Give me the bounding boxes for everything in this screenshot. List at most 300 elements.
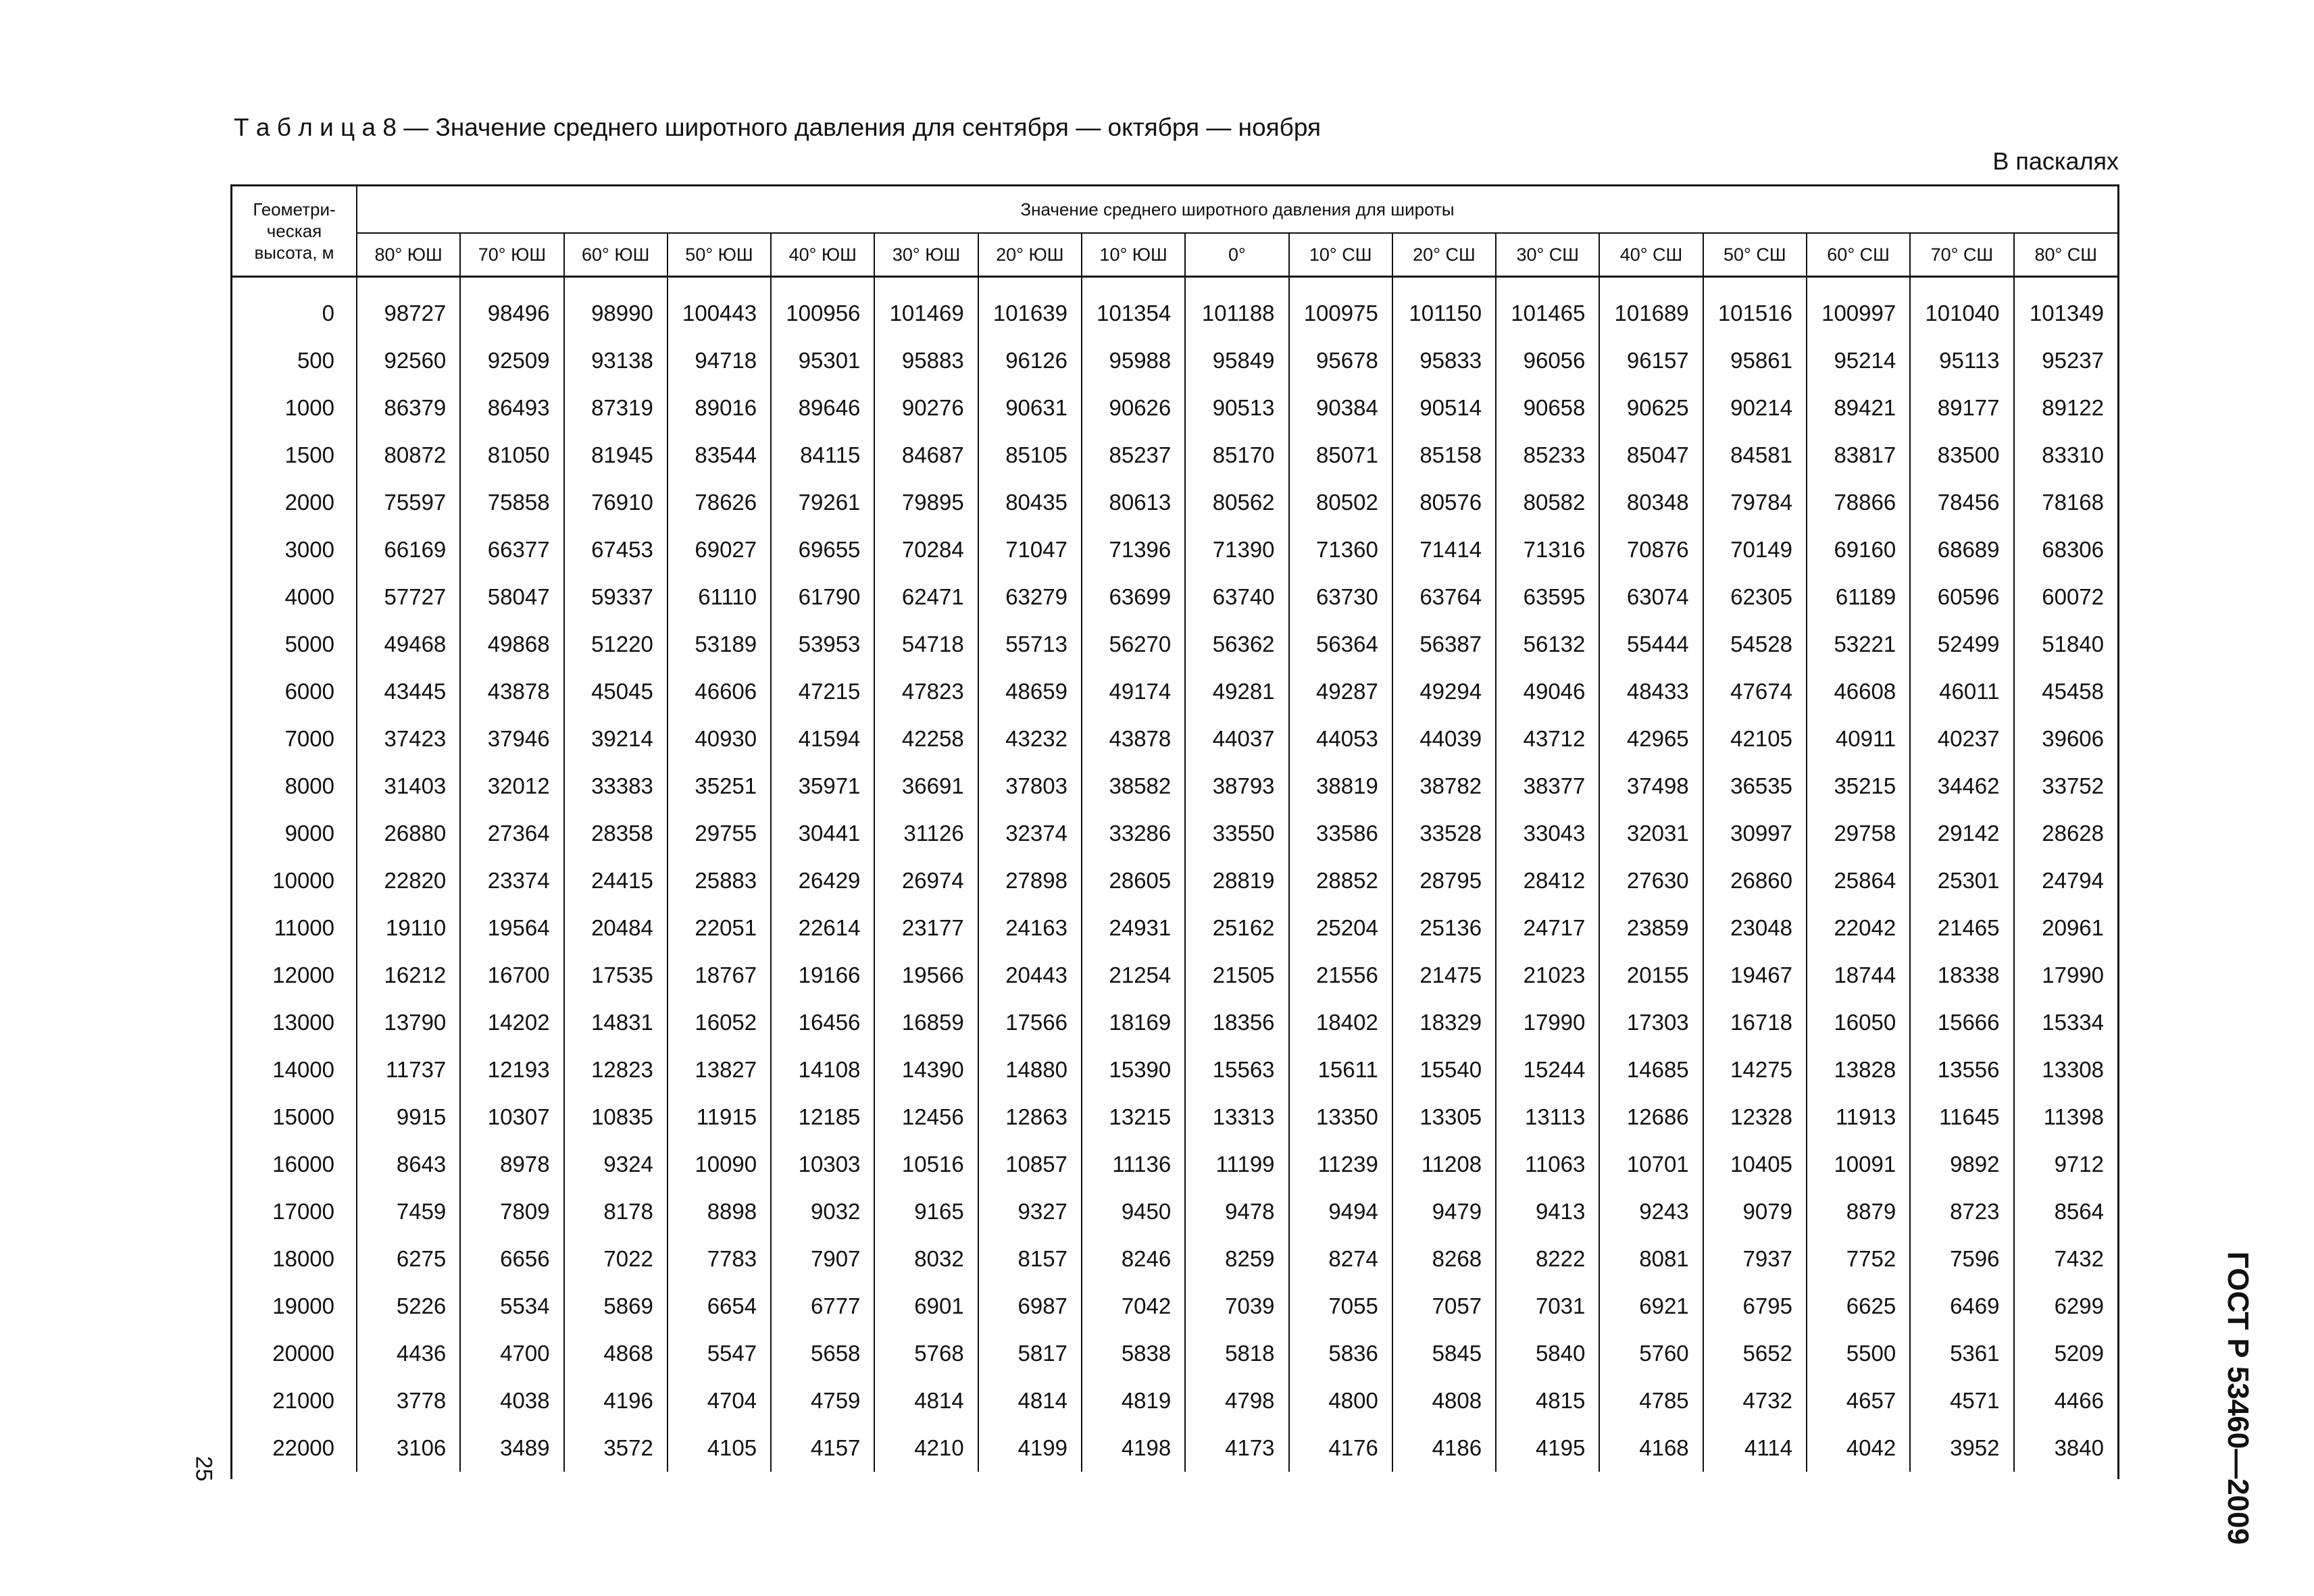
latitude-header: 80° СШ — [2014, 233, 2118, 277]
pressure-cell: 48433 — [1599, 668, 1703, 715]
pressure-cell: 8274 — [1289, 1235, 1392, 1283]
pressure-cell: 4759 — [771, 1377, 874, 1424]
pressure-cell: 38377 — [1496, 763, 1599, 810]
height-cell: 9000 — [232, 810, 357, 857]
pressure-cell: 18338 — [1910, 952, 2013, 999]
pressure-cell: 5768 — [874, 1330, 978, 1377]
pressure-cell: 101689 — [1599, 277, 1703, 338]
pressure-cell: 63764 — [1392, 573, 1496, 621]
pressure-cell: 63595 — [1496, 573, 1599, 621]
pressure-cell: 18169 — [1082, 999, 1185, 1046]
pressure-cell: 100443 — [668, 277, 771, 338]
pressure-cell: 7055 — [1289, 1283, 1392, 1330]
pressure-cell: 14685 — [1599, 1046, 1703, 1093]
latitude-header: 70° СШ — [1910, 233, 2013, 277]
pressure-cell: 10857 — [978, 1141, 1082, 1188]
pressure-cell: 7596 — [1910, 1235, 2013, 1283]
pressure-cell: 66169 — [357, 526, 460, 573]
pressure-cell: 9327 — [978, 1188, 1082, 1235]
pressure-cell: 62471 — [874, 573, 978, 621]
pressure-cell: 18744 — [1807, 952, 1910, 999]
pressure-cell: 23048 — [1703, 904, 1807, 952]
pressure-cell: 94718 — [668, 337, 771, 384]
pressure-cell: 13790 — [357, 999, 460, 1046]
pressure-cell: 24415 — [564, 857, 668, 904]
pressure-cell: 7783 — [668, 1235, 771, 1283]
pressure-cell: 47674 — [1703, 668, 1807, 715]
table-body — [232, 277, 2117, 1472]
latitude-header: 50° ЮШ — [668, 233, 771, 277]
pressure-cell: 49046 — [1496, 668, 1599, 715]
pressure-cell: 71047 — [978, 526, 1082, 573]
height-cell: 7000 — [232, 715, 357, 763]
units-label: В паскалях — [1992, 147, 2119, 175]
pressure-table — [232, 186, 2117, 1472]
pressure-cell: 7432 — [2054, 1246, 2104, 1271]
pressure-cell: 3572 — [564, 1424, 668, 1472]
pressure-cell: 3952 — [1910, 1424, 2013, 1472]
pressure-cell: 44039 — [1392, 715, 1496, 763]
pressure-cell: 4571 — [1910, 1377, 2013, 1424]
pressure-cell: 19110 — [357, 904, 460, 952]
pressure-cell: 84687 — [874, 432, 978, 479]
pressure-cell: 71390 — [1185, 526, 1288, 573]
pressure-cell: 4195 — [1496, 1424, 1599, 1472]
pressure-cell: 15563 — [1185, 1046, 1288, 1093]
pressure-cell: 26860 — [1703, 857, 1807, 904]
pressure-cell: 5547 — [668, 1330, 771, 1377]
pressure-cell: 27630 — [1599, 857, 1703, 904]
pressure-cell: 53189 — [668, 621, 771, 668]
pressure-cell: 9479 — [1392, 1188, 1496, 1235]
pressure-cell: 4186 — [1392, 1424, 1496, 1472]
pressure-cell: 38819 — [1289, 763, 1392, 810]
pressure-cell: 11645 — [1910, 1093, 2013, 1141]
pressure-cell: 15666 — [1910, 999, 2013, 1046]
table-row — [232, 763, 2117, 810]
pressure-cell: 84581 — [1703, 432, 1807, 479]
height-cell: 2000 — [232, 479, 357, 526]
pressure-cell: 7039 — [1185, 1283, 1288, 1330]
pressure-cell: 25864 — [1807, 857, 1910, 904]
pressure-cell: 9165 — [874, 1188, 978, 1235]
pressure-cell: 4199 — [978, 1424, 1082, 1472]
pressure-cell: 8268 — [1392, 1235, 1496, 1283]
pressure-cell: 33550 — [1185, 810, 1288, 857]
pressure-cell: 43712 — [1496, 715, 1599, 763]
pressure-cell: 80613 — [1082, 479, 1185, 526]
pressure-cell: 5652 — [1703, 1330, 1807, 1377]
pressure-cell: 16052 — [668, 999, 771, 1046]
pressure-cell: 8723 — [1910, 1188, 2013, 1235]
pressure-cell: 23374 — [460, 857, 563, 904]
pressure-cell: 78168 — [2042, 490, 2104, 515]
pressure-cell: 11398 — [2043, 1104, 2104, 1129]
pressure-cell: 4042 — [1807, 1424, 1910, 1472]
pressure-cell: 42965 — [1599, 715, 1703, 763]
table-row — [232, 810, 2117, 857]
pressure-cell: 38782 — [1392, 763, 1496, 810]
pressure-cell: 58047 — [460, 573, 563, 621]
pressure-cell: 46608 — [1807, 668, 1910, 715]
pressure-cell: 4819 — [1082, 1377, 1185, 1424]
pressure-cell: 100997 — [1807, 277, 1910, 338]
pressure-cell: 54718 — [874, 621, 978, 668]
pressure-cell: 35251 — [668, 763, 771, 810]
table-caption: Т а б л и ц а 8 — Значение среднего широтного давления для сентября — октября — ноября — [234, 113, 1322, 141]
pressure-cell: 12456 — [874, 1093, 978, 1141]
height-cell: 1500 — [232, 432, 357, 479]
pressure-cell: 14390 — [874, 1046, 978, 1093]
pressure-cell: 90513 — [1185, 384, 1288, 432]
pressure-cell: 60072 — [2042, 584, 2104, 609]
pressure-cell: 12328 — [1703, 1093, 1807, 1141]
pressure-cell: 5836 — [1289, 1330, 1392, 1377]
pressure-cell: 4198 — [1082, 1424, 1185, 1472]
latitude-header: 20° ЮШ — [978, 233, 1082, 277]
pressure-cell: 89122 — [2042, 395, 2104, 420]
height-cell: 0 — [232, 277, 357, 338]
table-row — [232, 1377, 2117, 1424]
table-row — [232, 621, 2117, 668]
pressure-cell: 79784 — [1703, 479, 1807, 526]
pressure-cell: 9450 — [1082, 1188, 1185, 1235]
latitude-header: 60° СШ — [1807, 233, 1910, 277]
pressure-cell: 85071 — [1289, 432, 1392, 479]
pressure-cell: 4196 — [564, 1377, 668, 1424]
height-cell: 6000 — [232, 668, 357, 715]
pressure-cell: 51220 — [564, 621, 668, 668]
pressure-cell: 20484 — [564, 904, 668, 952]
pressure-cell: 6987 — [978, 1283, 1082, 1330]
pressure-cell: 63279 — [978, 573, 1082, 621]
pressure-cell: 23177 — [874, 904, 978, 952]
pressure-cell: 61790 — [771, 573, 874, 621]
pressure-cell: 69027 — [668, 526, 771, 573]
pressure-cell: 54528 — [1703, 621, 1807, 668]
pressure-cell: 80348 — [1599, 479, 1703, 526]
pressure-cell: 95849 — [1185, 337, 1288, 384]
pressure-cell: 28819 — [1185, 857, 1288, 904]
pressure-cell: 5817 — [978, 1330, 1082, 1377]
pressure-cell: 4168 — [1599, 1424, 1703, 1472]
pressure-cell: 101465 — [1496, 277, 1599, 338]
height-cell: 19000 — [232, 1283, 357, 1330]
pressure-cell: 28795 — [1392, 857, 1496, 904]
pressure-cell: 101188 — [1185, 277, 1288, 338]
pressure-cell: 6795 — [1703, 1283, 1807, 1330]
pressure-cell: 101516 — [1703, 277, 1807, 338]
pressure-cell: 49868 — [460, 621, 563, 668]
table-row — [232, 857, 2117, 904]
pressure-cell: 69160 — [1807, 526, 1910, 573]
pressure-cell: 4436 — [357, 1330, 460, 1377]
pressure-cell: 6299 — [2054, 1293, 2104, 1318]
pressure-cell: 85105 — [978, 432, 1082, 479]
pressure-cell: 3106 — [357, 1424, 460, 1472]
pressure-cell: 27898 — [978, 857, 1082, 904]
pressure-cell: 24163 — [978, 904, 1082, 952]
pressure-cell: 6777 — [771, 1283, 874, 1330]
pressure-cell: 8081 — [1599, 1235, 1703, 1283]
pressure-cell: 62305 — [1703, 573, 1807, 621]
pressure-cell: 4700 — [460, 1330, 563, 1377]
pressure-cell: 21254 — [1082, 952, 1185, 999]
pressure-cell: 14880 — [978, 1046, 1082, 1093]
height-cell: 10000 — [232, 857, 357, 904]
pressure-cell: 15334 — [2042, 1010, 2104, 1035]
pressure-cell: 6654 — [668, 1283, 771, 1330]
height-cell: 3000 — [232, 526, 357, 573]
pressure-cell: 79261 — [771, 479, 874, 526]
pressure-cell: 27364 — [460, 810, 563, 857]
pressure-cell: 3840 — [2054, 1435, 2104, 1460]
latitude-header: 30° СШ — [1496, 233, 1599, 277]
pressure-cell: 80576 — [1392, 479, 1496, 526]
pressure-cell: 28412 — [1496, 857, 1599, 904]
pressure-cell: 101469 — [874, 277, 978, 338]
pressure-cell: 39606 — [2042, 726, 2104, 751]
pressure-cell: 39214 — [564, 715, 668, 763]
pressure-cell: 11063 — [1496, 1141, 1599, 1188]
pressure-cell: 10405 — [1703, 1141, 1807, 1188]
pressure-cell: 40930 — [668, 715, 771, 763]
pressure-cell: 4038 — [460, 1377, 563, 1424]
pressure-cell: 22614 — [771, 904, 874, 952]
pressure-cell: 93138 — [564, 337, 668, 384]
pressure-cell: 56270 — [1082, 621, 1185, 668]
pressure-cell: 70284 — [874, 526, 978, 573]
pressure-cell: 19467 — [1703, 952, 1807, 999]
table-row — [232, 1330, 2117, 1377]
pressure-cell: 37423 — [357, 715, 460, 763]
pressure-cell: 80502 — [1289, 479, 1392, 526]
pressure-cell: 10516 — [874, 1141, 978, 1188]
pressure-cell: 30997 — [1703, 810, 1807, 857]
height-cell: 15000 — [232, 1093, 357, 1141]
height-cell: 13000 — [232, 999, 357, 1046]
pressure-cell: 37946 — [460, 715, 563, 763]
pressure-cell: 83817 — [1807, 432, 1910, 479]
table-row — [232, 526, 2117, 573]
pressure-cell: 8032 — [874, 1235, 978, 1283]
pressure-cell: 43445 — [357, 668, 460, 715]
pressure-cell: 8246 — [1082, 1235, 1185, 1283]
pressure-cell: 4466 — [2054, 1388, 2104, 1413]
pressure-cell: 6469 — [1910, 1283, 2013, 1330]
pressure-cell: 80435 — [978, 479, 1082, 526]
pressure-cell: 101354 — [1082, 277, 1185, 338]
pressure-cell: 32012 — [460, 763, 563, 810]
pressure-cell: 6901 — [874, 1283, 978, 1330]
pressure-cell: 24931 — [1082, 904, 1185, 952]
pressure-cell: 19566 — [874, 952, 978, 999]
pressure-cell: 49287 — [1289, 668, 1392, 715]
pressure-cell: 96056 — [1496, 337, 1599, 384]
pressure-cell: 90276 — [874, 384, 978, 432]
pressure-cell: 71360 — [1289, 526, 1392, 573]
pressure-cell: 101349 — [2029, 301, 2104, 326]
pressure-cell: 22051 — [668, 904, 771, 952]
pressure-cell: 44053 — [1289, 715, 1392, 763]
pressure-cell: 95113 — [1910, 337, 2013, 384]
pressure-cell: 96126 — [978, 337, 1082, 384]
pressure-cell: 95237 — [2042, 348, 2104, 373]
latitude-header: 40° СШ — [1599, 233, 1703, 277]
pressure-cell: 5845 — [1392, 1330, 1496, 1377]
pressure-cell: 80872 — [357, 432, 460, 479]
pressure-cell: 21505 — [1185, 952, 1288, 999]
pressure-cell: 49174 — [1082, 668, 1185, 715]
pressure-cell: 40237 — [1910, 715, 2013, 763]
pressure-cell: 8178 — [564, 1188, 668, 1235]
table-row — [232, 1093, 2117, 1141]
height-cell: 12000 — [232, 952, 357, 999]
pressure-cell: 71414 — [1392, 526, 1496, 573]
pressure-cell: 49281 — [1185, 668, 1288, 715]
pressure-cell: 101639 — [978, 277, 1082, 338]
height-column-header-line: Геометри- ческая высота, м — [253, 199, 336, 263]
pressure-cell: 90214 — [1703, 384, 1807, 432]
pressure-cell: 5838 — [1082, 1330, 1185, 1377]
height-cell: 16000 — [232, 1141, 357, 1188]
pressure-cell: 9413 — [1496, 1188, 1599, 1235]
height-cell: 22000 — [232, 1424, 357, 1472]
pressure-cell: 17566 — [978, 999, 1082, 1046]
pressure-cell: 12193 — [460, 1046, 563, 1093]
pressure-cell: 56132 — [1496, 621, 1599, 668]
pressure-cell: 56362 — [1185, 621, 1288, 668]
table-row — [232, 668, 2117, 715]
pressure-cell: 63074 — [1599, 573, 1703, 621]
pressure-cell: 37498 — [1599, 763, 1703, 810]
pressure-cell: 9324 — [564, 1141, 668, 1188]
pressure-cell: 15244 — [1496, 1046, 1599, 1093]
pressure-cell: 42258 — [874, 715, 978, 763]
pressure-cell: 101040 — [1910, 277, 2013, 338]
pressure-cell: 85233 — [1496, 432, 1599, 479]
pressure-cell: 19166 — [771, 952, 874, 999]
pressure-cell: 41594 — [771, 715, 874, 763]
pressure-cell: 46011 — [1910, 668, 2013, 715]
pressure-cell: 38582 — [1082, 763, 1185, 810]
pressure-cell: 9915 — [357, 1093, 460, 1141]
pressure-cell: 5534 — [460, 1283, 563, 1330]
height-cell: 18000 — [232, 1235, 357, 1283]
latitude-header: 80° ЮШ — [357, 233, 460, 277]
pressure-cell: 34462 — [1910, 763, 2013, 810]
pressure-cell: 25883 — [668, 857, 771, 904]
pressure-cell: 10701 — [1599, 1141, 1703, 1188]
pressure-cell: 45045 — [564, 668, 668, 715]
table-row — [232, 573, 2117, 621]
pressure-cell: 9079 — [1703, 1188, 1807, 1235]
pressure-cell: 11208 — [1392, 1141, 1496, 1188]
latitude-header: 10° СШ — [1289, 233, 1392, 277]
table-row — [232, 904, 2117, 952]
pressure-cell: 89421 — [1807, 384, 1910, 432]
pressure-cell: 55713 — [978, 621, 1082, 668]
pressure-cell: 5818 — [1185, 1330, 1288, 1377]
pressure-cell: 25136 — [1392, 904, 1496, 952]
pressure-cell: 19564 — [460, 904, 563, 952]
pressure-cell: 16859 — [874, 999, 978, 1046]
pressure-cell: 16050 — [1807, 999, 1910, 1046]
pressure-cell: 5226 — [357, 1283, 460, 1330]
pressure-cell: 32031 — [1599, 810, 1703, 857]
pressure-cell: 95833 — [1392, 337, 1496, 384]
pressure-cell: 46606 — [668, 668, 771, 715]
pressure-cell: 11913 — [1807, 1093, 1910, 1141]
pressure-cell: 21475 — [1392, 952, 1496, 999]
height-cell: 20000 — [232, 1330, 357, 1377]
page-number: 25 — [191, 1456, 217, 1482]
pressure-cell: 15540 — [1392, 1046, 1496, 1093]
pressure-cell: 13305 — [1392, 1093, 1496, 1141]
pressure-cell: 8978 — [460, 1141, 563, 1188]
pressure-cell: 4800 — [1289, 1377, 1392, 1424]
pressure-cell: 86493 — [460, 384, 563, 432]
pressure-cell: 13308 — [2042, 1057, 2104, 1082]
table-row — [232, 479, 2117, 526]
pressure-cell: 40911 — [1807, 715, 1910, 763]
pressure-cell: 10091 — [1807, 1141, 1910, 1188]
pressure-cell: 7031 — [1496, 1283, 1599, 1330]
pressure-cell: 7907 — [771, 1235, 874, 1283]
pressure-cell: 96157 — [1599, 337, 1703, 384]
pressure-cell: 4808 — [1392, 1377, 1496, 1424]
pressure-cell: 53953 — [771, 621, 874, 668]
latitude-header: 30° ЮШ — [874, 233, 978, 277]
table-row — [232, 1188, 2117, 1235]
pressure-cell: 84115 — [771, 432, 874, 479]
pressure-cell: 4657 — [1807, 1377, 1910, 1424]
pressure-cell: 21556 — [1289, 952, 1392, 999]
pressure-cell: 7809 — [460, 1188, 563, 1235]
height-cell: 21000 — [232, 1377, 357, 1424]
latitude-header: 70° ЮШ — [460, 233, 563, 277]
pressure-cell: 28605 — [1082, 857, 1185, 904]
pressure-cell: 4173 — [1185, 1424, 1288, 1472]
pressure-cell: 95678 — [1289, 337, 1392, 384]
pressure-cell: 4785 — [1599, 1377, 1703, 1424]
table-row — [232, 1046, 2117, 1093]
pressure-cell: 95883 — [874, 337, 978, 384]
pressure-cell: 21023 — [1496, 952, 1599, 999]
pressure-cell: 70149 — [1703, 526, 1807, 573]
pressure-cell: 4210 — [874, 1424, 978, 1472]
pressure-cell: 76910 — [564, 479, 668, 526]
table-row — [232, 999, 2117, 1046]
pressure-cell: 31403 — [357, 763, 460, 810]
pressure-cell: 78456 — [1910, 479, 2013, 526]
table-row — [232, 1235, 2117, 1283]
pressure-cell: 33752 — [2042, 773, 2104, 798]
pressure-cell: 8259 — [1185, 1235, 1288, 1283]
pressure-cell: 92509 — [460, 337, 563, 384]
pressure-cell: 8222 — [1496, 1235, 1599, 1283]
pressure-cell: 45458 — [2042, 679, 2104, 704]
pressure-cell: 16718 — [1703, 999, 1807, 1046]
table-row — [232, 952, 2117, 999]
pressure-cell: 10303 — [771, 1141, 874, 1188]
pressure-cell: 100975 — [1289, 277, 1392, 338]
pressure-cell: 28628 — [2042, 821, 2104, 846]
pressure-cell: 85047 — [1599, 432, 1703, 479]
pressure-cell: 6921 — [1599, 1283, 1703, 1330]
pressure-cell: 11199 — [1185, 1141, 1288, 1188]
pressure-cell: 57727 — [357, 573, 460, 621]
